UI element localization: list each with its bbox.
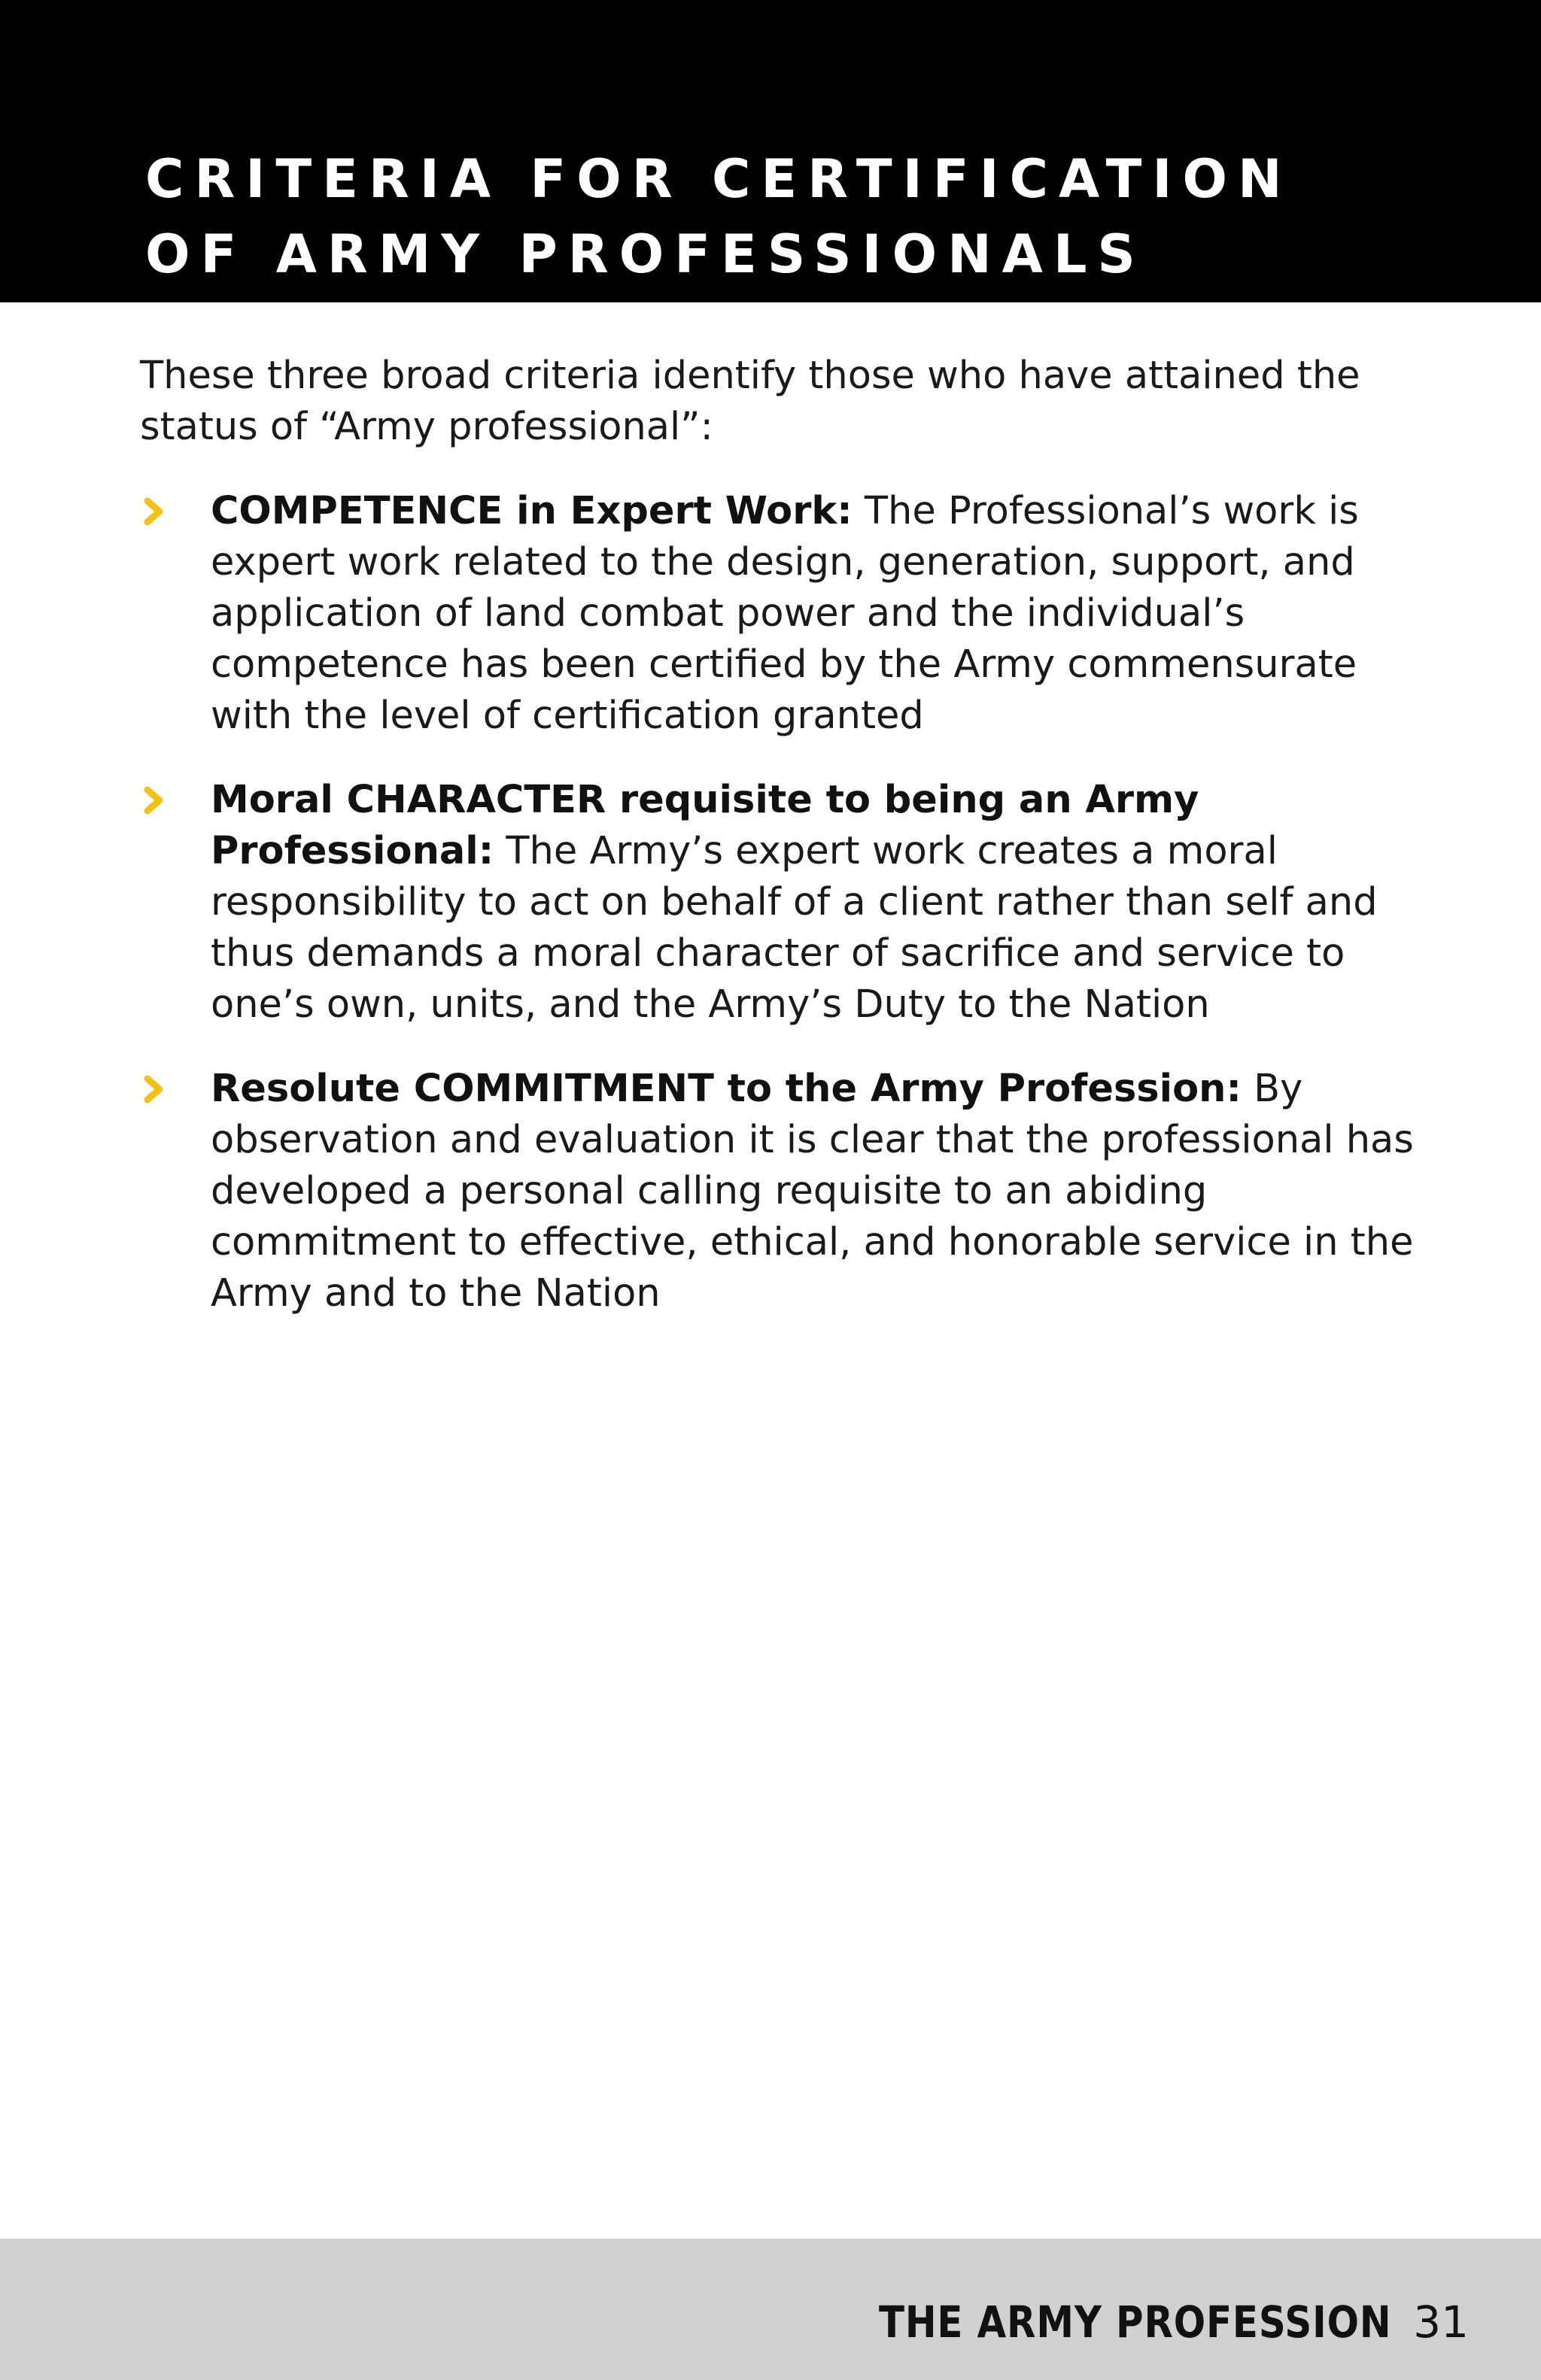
footer-title: THE ARMY PROFESSION: [879, 2297, 1392, 2348]
criterion-text: The Professional’s work is expert work related to the design, generation, support, and application of land combat power and the individual’s competence has been certified by the Army commensurate with the level of certification granted: [211, 489, 1359, 738]
criteria-list: [140, 486, 1419, 1352]
page-title: [145, 141, 1500, 292]
intro-paragraph: These three broad criteria identify those who have attained the status of “Army professional”:: [140, 354, 1360, 449]
running-footer: [795, 2296, 1469, 2348]
criterion-character: [140, 775, 1419, 1031]
chevron-right-icon: [140, 486, 170, 537]
criterion-competence: [140, 486, 1419, 742]
criterion-lead: Resolute COMMITMENT to the Army Profession:: [211, 1067, 1242, 1111]
chevron-right-icon: [140, 775, 170, 826]
criterion-lead: Moral CHARACTER requisite to being an Army Professional:: [211, 778, 1199, 873]
criterion-commitment: [140, 1064, 1419, 1319]
criterion-lead: COMPETENCE in Expert Work:: [211, 489, 853, 533]
page-title-line-2: OF ARMY PROFESSIONALS: [145, 223, 1146, 285]
header-band: [0, 0, 1541, 302]
page-title-line-1: CRITERIA FOR CERTIFICATION: [145, 148, 1293, 210]
page-number: 31: [1413, 2297, 1469, 2348]
criterion-text: By observation and evaluation it is clear that the professional has developed a personal calling requisite to an abiding commitment to effective, ethical, and honorable service in the Army and to the Nation: [211, 1067, 1414, 1316]
footer-band: [0, 2239, 1541, 2380]
criterion-text: The Army’s expert work creates a moral responsibility to act on behalf of a client rather than self and thus demands a moral character of sacrifice and service to one’s own, units, and the Army’s Duty to the Nation: [211, 829, 1378, 1027]
chevron-right-icon: [140, 1064, 170, 1115]
